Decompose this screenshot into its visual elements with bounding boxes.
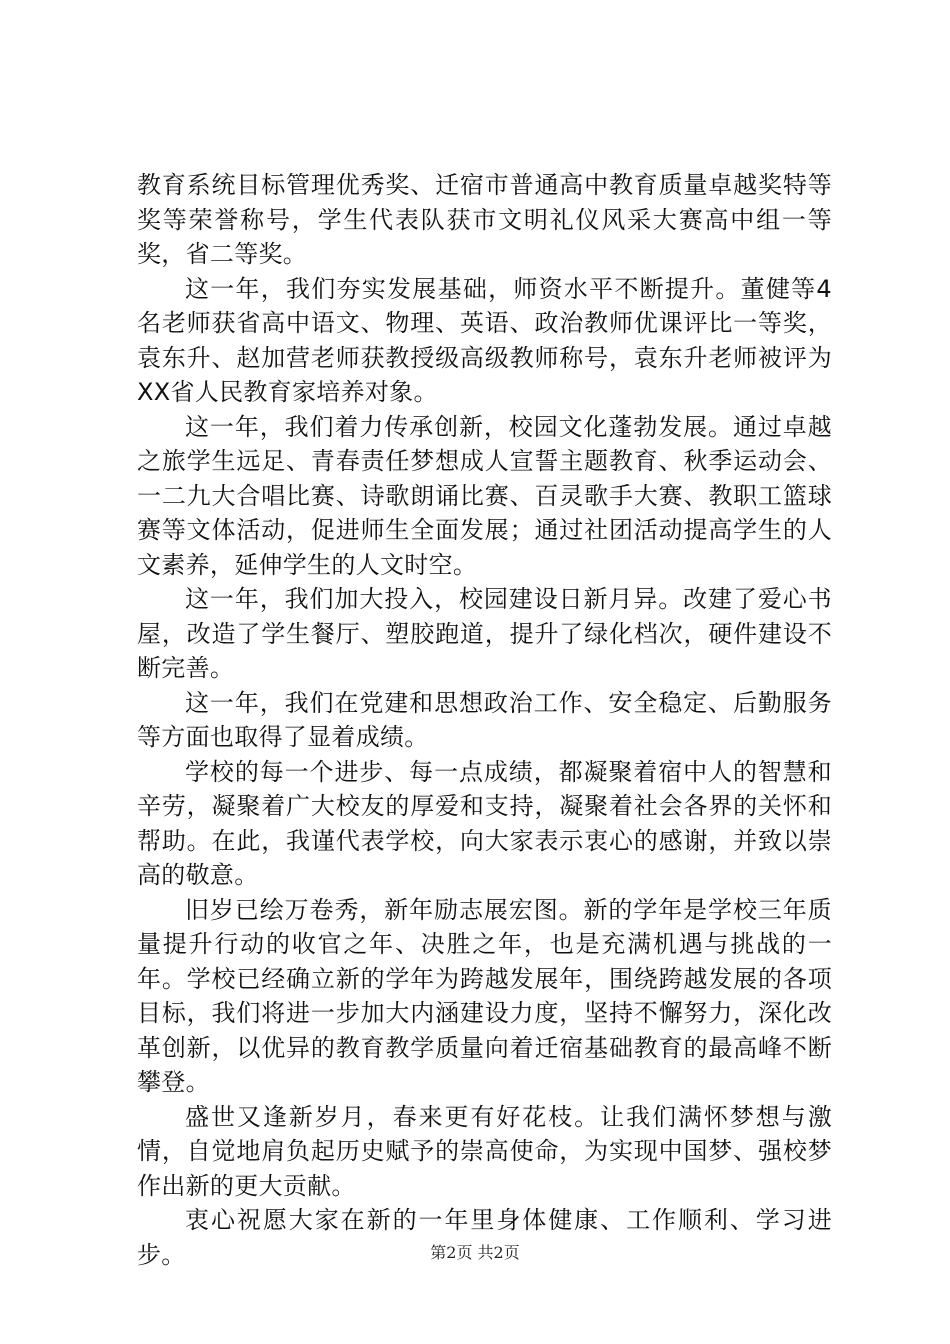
paragraph-party-building: 这一年，我们在党建和思想政治工作、安全稳定、后勤服务等方面也取得了显着成绩。 xyxy=(137,688,832,751)
paragraph-thanks: 学校的每一个进步、每一点成绩，都凝聚着宿中人的智慧和辛劳，凝聚着广大校友的厚爱和支持，凝聚着社会各界的关怀和帮助。在此，我谨代表学校，向大家表示衷心的感谢，并致以崇高的敬意。 xyxy=(137,757,832,889)
page-number-footer: 第2页 共2页 xyxy=(430,1243,520,1262)
paragraph-wishes: 衷心祝愿大家在新的一年里身体健康、工作顺利、学习进步。 xyxy=(137,1206,832,1269)
paragraph-new-year-goals: 旧岁已绘万卷秀，新年励志展宏图。新的学年是学校三年质量提升行动的收官之年、决胜之年，也是充满机遇与挑战的一年。学校已经确立新的学年为跨越发展年，围绕跨越发展的各项目标，我们将进一步加大内涵建设力度，坚持不懈努力，深化改革创新，以优异的教育教学质量向着迁宿基础教育的最高峰不断攀登。 xyxy=(137,895,832,1096)
paragraph-awards-continued: 教育系统目标管理优秀奖、迁宿市普通高中教育质量卓越奖特等奖等荣誉称号，学生代表队获市文明礼仪风采大赛高中组一等奖，省二等奖。 xyxy=(137,171,832,268)
paragraph-campus-culture: 这一年，我们着力传承创新，校园文化蓬勃发展。通过卓越之旅学生远足、青春责任梦想成人宣誓主题教育、秋季运动会、一二九大合唱比赛、诗歌朗诵比赛、百灵歌手大赛、教职工篮球赛等文体活动，促进师生全面发展；通过社团活动提高学生的人文素养，延伸学生的人文时空。 xyxy=(137,412,832,579)
paragraph-campus-construction: 这一年，我们加大投入，校园建设日新月异。改建了爱心书屋，改造了学生餐厅、塑胶跑道，提升了绿化档次，硬件建设不断完善。 xyxy=(137,585,832,682)
document-body xyxy=(137,168,832,1272)
paragraph-call-to-action: 盛世又逢新岁月，春来更有好花枝。让我们满怀梦想与激情，自觉地肩负起历史赋予的崇高使命，为实现中国梦、强校梦作出新的更大贡献。 xyxy=(137,1102,832,1200)
paragraph-teachers: 这一年，我们夯实发展基础，师资水平不断提升。董健等4名老师获省高中语文、物理、英语、政治教师优课评比一等奖，袁东升、赵加营老师获教授级高级教师称号，袁东升老师被评为XX省人民教育家培养对象。 xyxy=(137,274,832,406)
